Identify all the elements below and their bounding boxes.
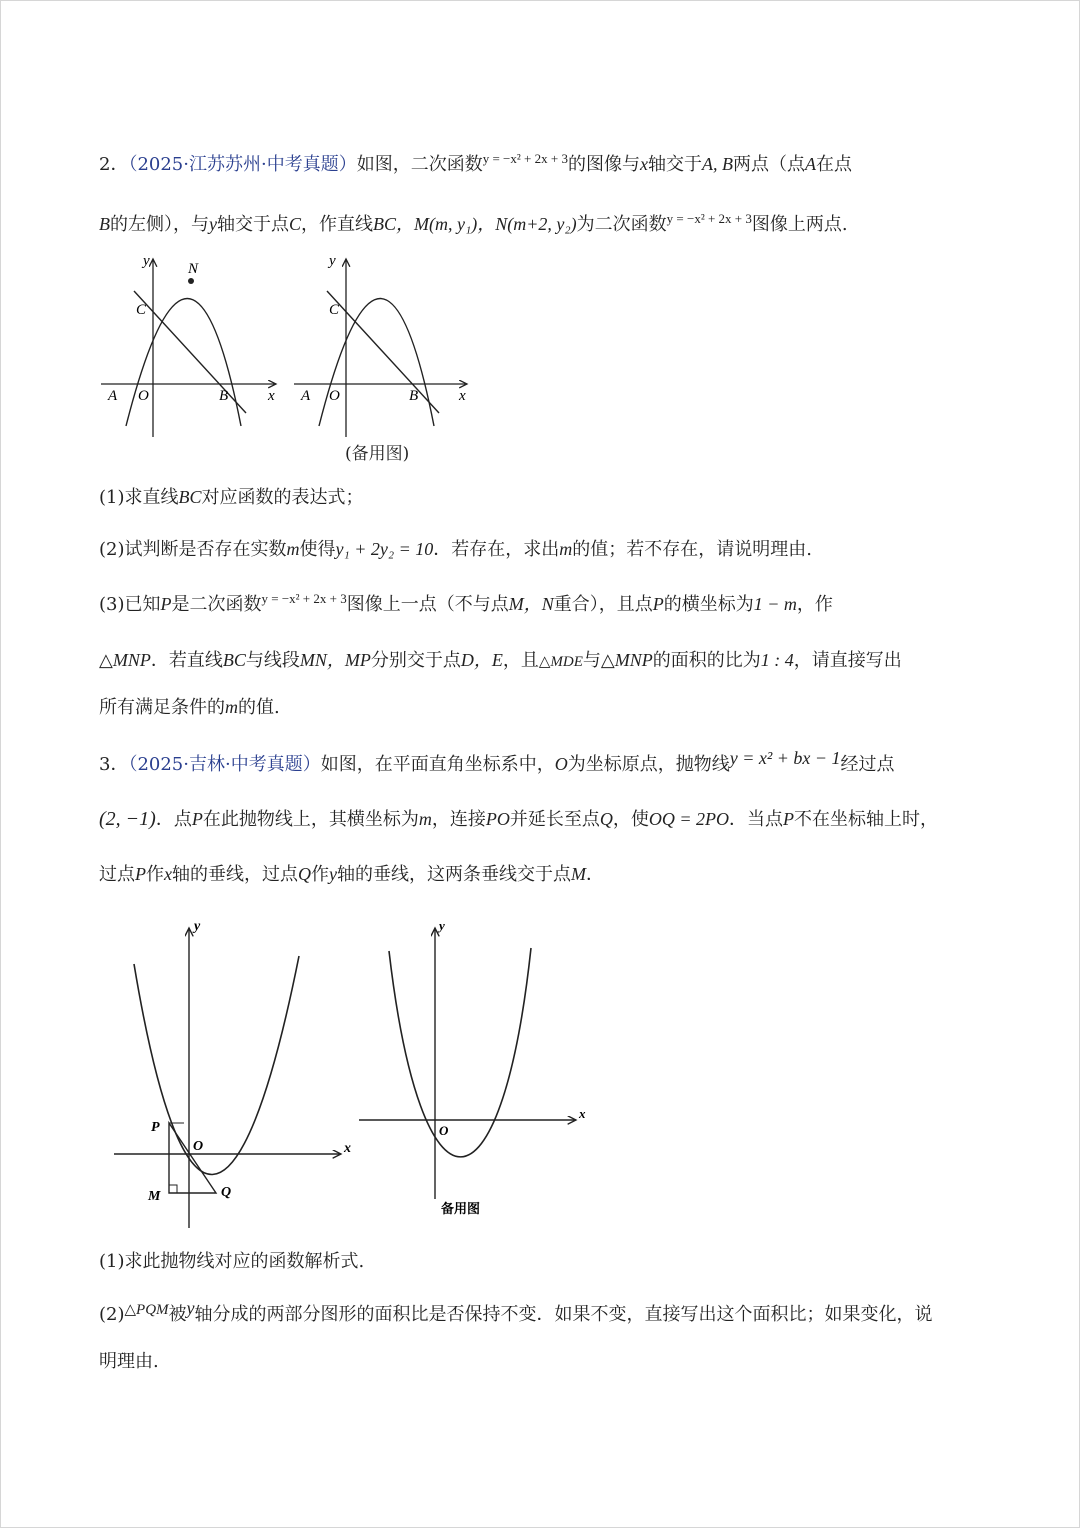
q2-text: 如图，二次函数 xyxy=(356,154,483,175)
q3-text: 被 xyxy=(168,1304,187,1325)
q2-points-mn: M，N xyxy=(508,594,554,614)
q3-var-m: m xyxy=(418,809,432,829)
q2-var-m: m xyxy=(225,697,238,717)
label-b: B xyxy=(219,388,229,404)
q2-segments: MN，MP xyxy=(299,650,371,670)
label-a: A xyxy=(108,388,118,404)
label-o: O xyxy=(439,1123,449,1138)
q2-point-a: A xyxy=(804,154,816,174)
q2-triangle: △MNP xyxy=(99,650,151,670)
q2-function: y = −x² + 2x + 3 xyxy=(482,151,568,166)
q3-figure-backup xyxy=(351,916,591,1230)
q2-text: 图像上一点（不与点 xyxy=(346,594,509,615)
q2-text: 的面积的比为 xyxy=(652,650,761,671)
q2-point-c: C xyxy=(289,214,302,234)
q3-figure-main xyxy=(106,916,366,1240)
q3-x-var: x xyxy=(164,864,172,884)
q3-part-2 xyxy=(99,1298,933,1329)
q3-point-q: Q xyxy=(298,864,311,884)
q3-point-q: Q xyxy=(599,809,613,829)
label-o: O xyxy=(329,388,340,404)
q2-text: 轴交于 xyxy=(647,154,702,175)
q2-function: y = −x² + 2x + 3 xyxy=(666,211,752,226)
q2-figure-main xyxy=(96,251,286,445)
q2-text: 所有满足条件的 xyxy=(99,697,225,718)
q3-line-2 xyxy=(99,806,938,833)
q2-figure-backup xyxy=(289,251,479,445)
q2-text: ．若直线 xyxy=(150,650,223,671)
q3-text: ．当点 xyxy=(728,809,783,830)
q3-text: 作 xyxy=(311,864,329,885)
q3-text: ，连接 xyxy=(431,809,486,830)
label-c: C xyxy=(136,302,147,318)
q3-text: 为坐标原点，抛物线 xyxy=(567,754,730,775)
q3-point-p: P xyxy=(782,809,794,829)
q3-y-var: y xyxy=(329,864,337,884)
q2-points-mn: ，M(m, y₁)，N(m+2, y₂) xyxy=(396,214,577,234)
q2-part-1 xyxy=(99,484,364,511)
label-m: M xyxy=(148,1189,161,1204)
label-x: x xyxy=(344,1141,351,1156)
q2-triangle: △MDE xyxy=(538,654,583,670)
q2-expression: 1 − m xyxy=(753,594,797,614)
q3-point-p: P xyxy=(191,809,203,829)
q2-text: 的值. xyxy=(238,697,280,718)
q3-text: 作 xyxy=(146,864,164,885)
q2-text: ．若存在，求出 xyxy=(433,539,560,560)
q3-line-1 xyxy=(99,748,895,778)
q3-text: 轴分成的两部分图形的面积比是否保持不变．如果不变，直接写出这个面积比；如果变化，说 xyxy=(194,1304,933,1325)
q2-text: 的左侧），与 xyxy=(110,214,209,235)
q3-function: y = x² + bx − 1 xyxy=(729,748,841,768)
q2-line-bc: BC xyxy=(178,487,202,507)
line-bc xyxy=(134,291,246,413)
q2-x-var: x xyxy=(639,154,648,174)
q2-var-m: m xyxy=(286,539,300,559)
q3-text: 轴的垂线，这两条垂线交于点 xyxy=(337,864,571,885)
point-n xyxy=(188,278,194,284)
q2-text: 的横坐标为 xyxy=(663,594,754,615)
q2-text: 分别交于点 xyxy=(370,650,461,671)
q2-part-3 xyxy=(99,591,833,619)
q2-text: 为二次函数 xyxy=(576,214,667,235)
label-x: x xyxy=(459,388,466,404)
q3-text: 轴的垂线，过点 xyxy=(172,864,298,885)
q2-text: 是二次函数 xyxy=(171,594,262,615)
q2-text: 在点 xyxy=(815,154,852,175)
q2-text: ，且 xyxy=(502,650,539,671)
label-x: x xyxy=(579,1106,586,1121)
q3-text: ．点 xyxy=(155,809,192,830)
parabola xyxy=(134,956,299,1175)
q2-backup-caption: (备用图) xyxy=(345,444,410,464)
q2-text: ，作 xyxy=(796,594,833,615)
q3-part-1: (1)求此抛物线对应的函数解析式. xyxy=(99,1251,365,1272)
q3-part-2-end: 明理由. xyxy=(99,1351,159,1372)
label-p: P xyxy=(151,1120,160,1135)
q3-text: (2) xyxy=(99,1304,125,1325)
q2-triangle: △MNP xyxy=(600,650,653,670)
q3-point-m: M xyxy=(571,864,586,884)
label-y: y xyxy=(194,919,201,934)
parabola xyxy=(389,948,531,1157)
q3-text: 过点 xyxy=(99,864,135,885)
q2-equation: y₁ + 2y₂ = 10 xyxy=(335,539,434,559)
q3-origin: O xyxy=(554,754,568,774)
q2-graph-backup xyxy=(289,251,479,441)
label-b: B xyxy=(409,388,419,404)
q2-text: ，作直线 xyxy=(301,214,374,235)
label-o: O xyxy=(138,388,149,404)
q2-line-1 xyxy=(99,151,852,179)
q3-line-3 xyxy=(99,861,604,888)
q3-text: 在此抛物线上，其横坐标为 xyxy=(202,809,419,830)
triangle-pqm xyxy=(169,1123,216,1193)
q2-part-2 xyxy=(99,536,812,563)
label-x: x xyxy=(268,388,275,404)
backup-caption: 备用图 xyxy=(441,1201,481,1216)
q3-triangle: △PQM xyxy=(124,1302,169,1318)
label-a: A xyxy=(301,388,311,404)
label-c: C xyxy=(329,302,340,318)
q3-y-var: y xyxy=(186,1298,195,1318)
q2-points-ab: A, B xyxy=(701,154,733,174)
label-n: N xyxy=(188,261,199,277)
q2-point-p: P xyxy=(160,594,172,614)
q2-text: ，请直接写出 xyxy=(793,650,902,671)
q3-text: 如图，在平面直角坐标系中， xyxy=(320,754,555,775)
right-angle-mark xyxy=(169,1185,177,1193)
q3-equation: OQ = 2PO xyxy=(648,809,729,829)
q2-text: 图像上两点. xyxy=(751,214,848,235)
q2-text: 两点（点 xyxy=(732,154,805,175)
q3-text: ，使 xyxy=(612,809,649,830)
q2-line-bc: BC xyxy=(222,650,246,670)
q2-source: （2025·江苏苏州·中考真题） xyxy=(128,154,357,175)
q3-number: 3． xyxy=(99,754,129,775)
q2-line-bc: BC xyxy=(373,214,397,234)
q2-text: 的图像与 xyxy=(567,154,640,175)
q3-graph-backup xyxy=(351,916,591,1226)
label-y: y xyxy=(439,918,445,933)
q3-segment-po: PO xyxy=(485,809,510,829)
q2-text: 与 xyxy=(582,650,601,671)
q2-text: 轴交于点 xyxy=(217,214,289,235)
q2-point-b: B xyxy=(99,214,110,234)
q2-text: (3)已知 xyxy=(99,594,161,615)
q3-text: 经过点 xyxy=(840,754,895,775)
q2-number: 2． xyxy=(99,154,129,175)
q2-function: y = −x² + 2x + 3 xyxy=(261,591,347,606)
q2-point-p: P xyxy=(652,594,664,614)
q2-part-3-end xyxy=(99,694,280,721)
q2-text: 重合），且点 xyxy=(553,594,653,615)
q3-text: 并延长至点 xyxy=(509,809,600,830)
q3-point-p: P xyxy=(135,864,146,884)
q3-source: （2025·吉林·中考真题） xyxy=(128,754,321,775)
label-o: O xyxy=(193,1139,204,1154)
q2-text: 使得 xyxy=(299,539,336,560)
label-q: Q xyxy=(221,1185,232,1200)
q2-var-m: m xyxy=(559,539,573,559)
q3-text: ． xyxy=(586,864,604,885)
q3-graph-main xyxy=(106,916,366,1236)
q2-text: 与线段 xyxy=(245,650,300,671)
label-y: y xyxy=(329,253,336,269)
q2-text: 对应函数的表达式； xyxy=(201,487,364,508)
q2-ratio: 1 : 4 xyxy=(760,650,794,670)
q2-graph-main xyxy=(96,251,286,441)
q3-text: 不在坐标轴上时， xyxy=(793,809,938,830)
q2-y-var: y xyxy=(209,214,217,234)
q2-text: 的值；若不存在，请说明理由. xyxy=(572,539,813,560)
line-bc xyxy=(327,291,439,413)
q2-points-de: D，E xyxy=(460,650,503,670)
q2-line-2 xyxy=(99,211,848,239)
label-y: y xyxy=(143,253,150,269)
q2-part-3-cont xyxy=(99,647,902,675)
q2-text: (2)试判断是否存在实数 xyxy=(99,539,287,560)
q2-text: (1)求直线 xyxy=(99,487,179,508)
q3-point: (2, −1) xyxy=(99,808,156,830)
